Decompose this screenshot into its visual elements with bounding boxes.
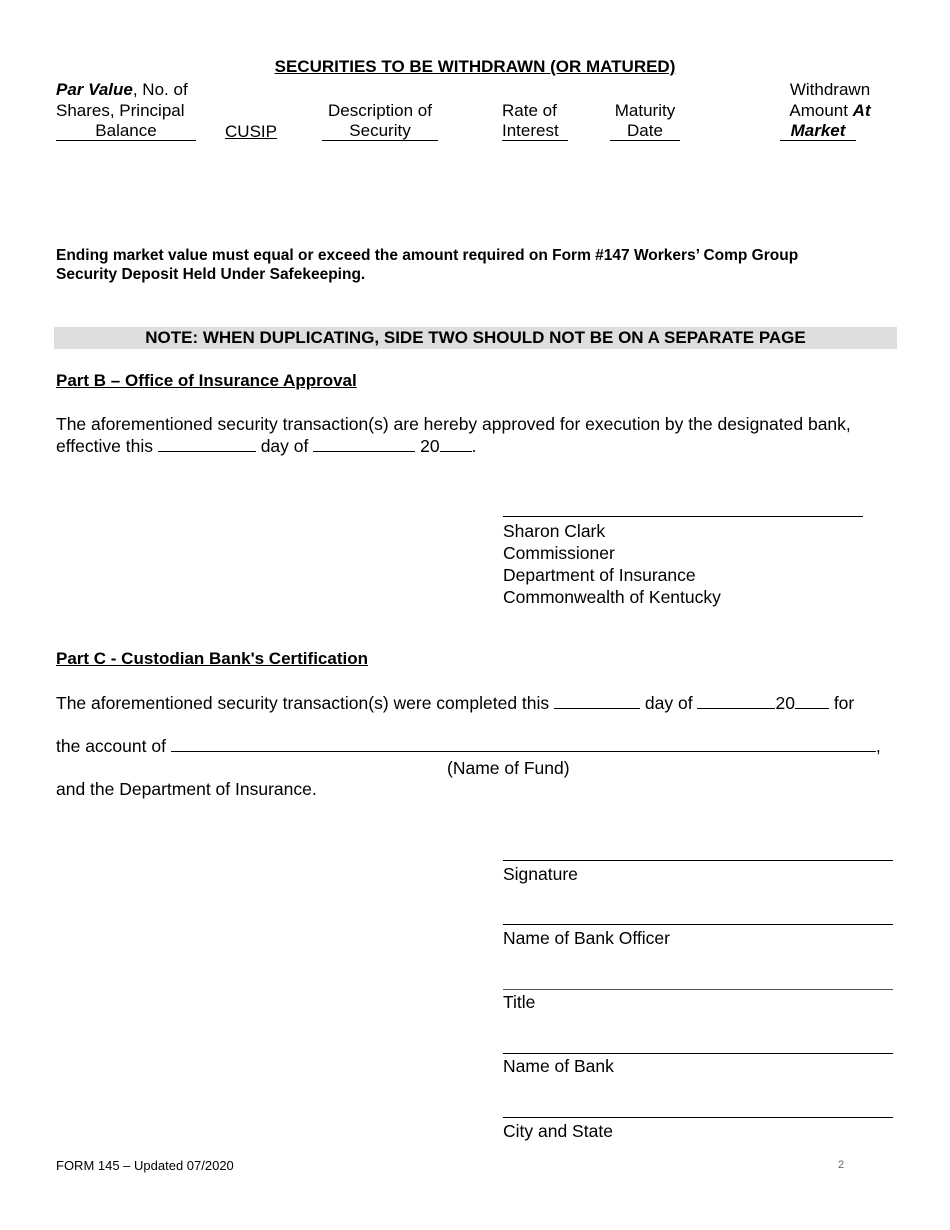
title-label: Title xyxy=(503,992,536,1012)
cusip-label: CUSIP xyxy=(225,122,277,141)
title-line[interactable] xyxy=(503,989,893,990)
account-of-label: the account of xyxy=(56,736,166,756)
fund-caption: (Name of Fund) xyxy=(447,758,570,778)
withdrawn-line2-bold: At xyxy=(852,101,871,120)
rate-line1: Rate of xyxy=(502,101,557,120)
maturity-line2: Date xyxy=(610,121,680,141)
commissioner-signature-line[interactable] xyxy=(503,516,863,517)
withdrawn-line3: Market xyxy=(780,121,856,141)
account-of-line xyxy=(56,735,881,757)
securities-title: SECURITIES TO BE WITHDRAWN (OR MATURED) xyxy=(274,57,676,76)
for-label: for xyxy=(833,693,855,713)
completed-month-blank[interactable] xyxy=(697,693,775,709)
effective-day-blank[interactable] xyxy=(158,436,256,452)
signature-line[interactable] xyxy=(503,860,893,861)
par-value-line2: Shares, Principal xyxy=(56,101,185,120)
duplicating-note: NOTE: WHEN DUPLICATING, SIDE TWO SHOULD NOT BE ON A SEPARATE PAGE xyxy=(145,328,806,347)
par-value-line3: Balance xyxy=(56,121,196,141)
effective-month-blank[interactable] xyxy=(313,436,415,452)
city-state-label: City and State xyxy=(503,1121,613,1141)
form-footer-id: FORM 145 – Updated 07/2020 xyxy=(56,1158,234,1173)
part-c-year-prefix: 20 xyxy=(775,693,795,713)
bank-officer-line[interactable] xyxy=(503,924,893,925)
signature-label: Signature xyxy=(503,864,578,884)
requirement-line1: Ending market value must equal or exceed the amount required on Form #147 Workers’ Comp Group xyxy=(56,247,799,264)
requirement-text xyxy=(56,246,798,284)
withdrawn-line1: Withdrawn xyxy=(789,80,871,99)
col-header-par-value xyxy=(56,79,196,141)
part-c-heading: Part C - Custodian Bank's Certification xyxy=(56,649,368,668)
effective-label: effective this xyxy=(56,436,153,456)
period: . xyxy=(471,436,477,456)
part-c-day-of: day of xyxy=(644,693,693,713)
comma: , xyxy=(875,736,881,756)
maturity-line1: Maturity xyxy=(614,101,676,120)
withdrawn-line2-plain: Amount xyxy=(789,101,853,120)
bank-name-label: Name of Bank xyxy=(503,1056,614,1076)
col-header-description xyxy=(322,100,438,141)
dept-line: and the Department of Insurance. xyxy=(56,779,317,799)
commissioner-name: Sharon Clark xyxy=(503,521,606,541)
col-header-withdrawn xyxy=(778,79,882,141)
part-b-line1: The aforementioned security transaction(s) are hereby approved for execution by the designated bank, xyxy=(56,414,851,434)
city-state-line[interactable] xyxy=(503,1117,893,1118)
description-line2: Security xyxy=(322,121,438,141)
requirement-line2: Security Deposit Held Under Safekeeping. xyxy=(56,266,366,283)
bank-officer-label: Name of Bank Officer xyxy=(503,928,670,948)
description-line1: Description of xyxy=(328,101,432,120)
effective-year-blank[interactable] xyxy=(440,436,472,452)
completed-text: The aforementioned security transaction(s) were completed this xyxy=(56,693,550,713)
commissioner-dept: Department of Insurance xyxy=(503,565,696,585)
commissioner-title: Commissioner xyxy=(503,543,615,563)
part-b-paragraph xyxy=(56,413,851,457)
par-value-label: Par Value xyxy=(56,80,133,99)
day-of-label: day of xyxy=(260,436,309,456)
col-header-cusip xyxy=(222,121,280,142)
col-header-maturity xyxy=(610,100,680,141)
commissioner-state: Commonwealth of Kentucky xyxy=(503,587,721,607)
bank-name-line[interactable] xyxy=(503,1053,893,1054)
completed-day-blank[interactable] xyxy=(554,693,640,709)
year-prefix: 20 xyxy=(420,436,440,456)
part-b-heading: Part B – Office of Insurance Approval xyxy=(56,371,357,390)
rate-line2: Interest xyxy=(502,121,568,141)
par-value-rest: , No. of xyxy=(132,80,188,99)
part-c-line1 xyxy=(56,692,854,714)
page-number: 2 xyxy=(838,1159,845,1171)
fund-name-blank[interactable] xyxy=(171,736,876,752)
completed-year-blank[interactable] xyxy=(795,693,829,709)
col-header-rate xyxy=(502,100,568,141)
commissioner-block xyxy=(503,520,721,608)
